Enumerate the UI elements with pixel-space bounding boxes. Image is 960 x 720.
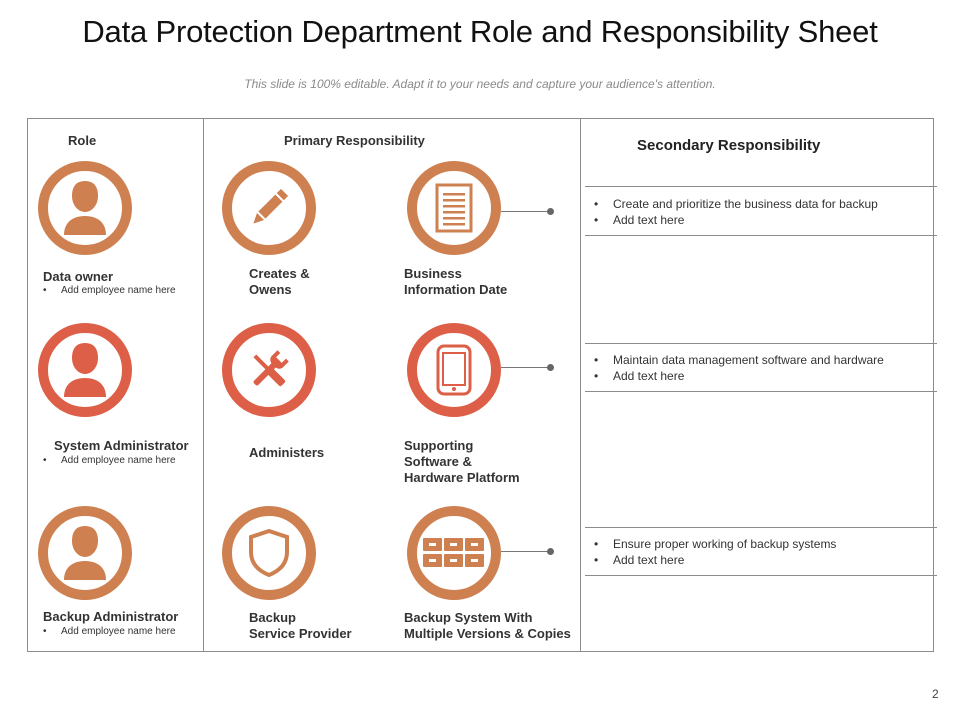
primary-responsibility-label: Business Information Date — [404, 266, 508, 297]
secondary-row-top-line — [585, 527, 937, 528]
list-item: • Add text here — [594, 553, 685, 567]
tablet-icon — [436, 344, 472, 396]
row-connector-dot — [547, 548, 554, 555]
row-connector-line — [501, 367, 551, 368]
pencil-icon — [245, 184, 293, 232]
role-name: Data owner — [43, 269, 114, 284]
role-employee-text: Add employee name here — [61, 455, 176, 466]
role-avatar-system-administrator — [38, 323, 132, 417]
primary-icon-circle-administers — [222, 323, 316, 417]
list-item: • Maintain data management software and hardware — [594, 353, 884, 367]
secondary-row-bottom-line — [585, 235, 937, 236]
list-item: • Add text here — [594, 369, 685, 383]
row-connector-line — [501, 211, 551, 212]
primary-icon-circle-supporting-platform — [407, 323, 501, 417]
slide-title: Data Protection Department Role and Responsibility Sheet — [82, 14, 878, 49]
primary-icon-circle-creates — [222, 161, 316, 255]
role-name: System Administrator — [54, 438, 189, 453]
primary-responsibility-label: Backup Service Provider — [249, 610, 352, 641]
header-primary-responsibility: Primary Responsibility — [284, 133, 425, 148]
list-item: • Ensure proper working of backup systems — [594, 537, 837, 551]
slide-subtitle: This slide is 100% editable. Adapt it to your needs and capture your audience's attention. — [244, 77, 716, 91]
role-employee-bullet: • Add employee name here — [43, 626, 176, 637]
role-employee-text: Add employee name here — [61, 285, 176, 296]
secondary-row-top-line — [585, 186, 937, 187]
secondary-responsibility-list — [594, 352, 884, 384]
primary-icon-circle-backup-service — [222, 506, 316, 600]
secondary-row-top-line — [585, 343, 937, 344]
page-number: 2 — [932, 687, 939, 701]
row-connector-line — [501, 551, 551, 552]
column-divider-role — [203, 118, 204, 652]
secondary-row-bottom-line — [585, 575, 937, 576]
role-avatar-backup-administrator — [38, 506, 132, 600]
header-secondary-responsibility: Secondary Responsibility — [637, 137, 821, 154]
primary-responsibility-label: Creates & Owens — [249, 266, 310, 297]
person-icon — [60, 341, 110, 399]
list-item: • Add text here — [594, 213, 685, 227]
role-name: Backup Administrator — [43, 609, 179, 624]
tools-icon — [245, 346, 293, 394]
primary-responsibility-label: Administers — [249, 445, 325, 460]
secondary-responsibility-list — [594, 536, 836, 568]
column-divider-primary — [580, 118, 581, 652]
primary-responsibility-label: Supporting Software & Hardware Platform — [404, 438, 520, 485]
row-connector-dot — [547, 364, 554, 371]
role-employee-bullet: • Add employee name here — [43, 455, 176, 466]
person-icon — [60, 524, 110, 582]
primary-icon-circle-business-info — [407, 161, 501, 255]
row-connector-dot — [547, 208, 554, 215]
secondary-row-bottom-line — [585, 391, 937, 392]
role-avatar-data-owner — [38, 161, 132, 255]
storage-drawers-icon — [423, 538, 485, 568]
primary-icon-circle-backup-system — [407, 506, 501, 600]
header-role: Role — [68, 133, 97, 148]
document-icon — [435, 183, 473, 233]
person-icon — [60, 179, 110, 237]
secondary-responsibility-list — [594, 196, 878, 228]
list-item: • Create and prioritize the business data for backup — [594, 197, 878, 211]
role-employee-text: Add employee name here — [61, 626, 176, 637]
role-employee-bullet: • Add employee name here — [43, 285, 176, 296]
shield-icon — [247, 528, 291, 578]
primary-responsibility-label: Backup System With Multiple Versions & Copies — [404, 610, 571, 641]
